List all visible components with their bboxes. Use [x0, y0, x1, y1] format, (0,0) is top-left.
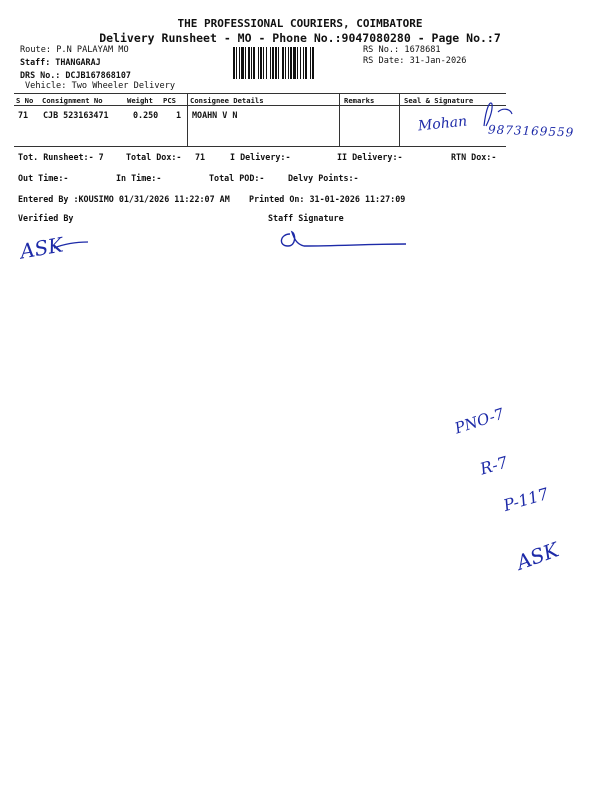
- total-dox-label: Total Dox:-: [126, 152, 182, 162]
- total-pod: Total POD:-: [209, 173, 265, 183]
- verified-by-label: Verified By: [18, 213, 74, 223]
- col-header-sno: S No: [16, 96, 34, 105]
- handwritten-note-r: R-7: [477, 452, 510, 479]
- row-weight: 0.250: [133, 110, 159, 120]
- tot-runsheet: Tot. Runsheet:- 7: [18, 152, 104, 162]
- handwritten-note-p: P-117: [501, 484, 551, 515]
- vehicle-label: Vehicle: Two Wheeler Delivery: [25, 81, 176, 91]
- col-header-consignment: Consignment No: [42, 96, 103, 105]
- handwritten-verified-initials: ASK: [18, 232, 65, 264]
- drs-number: DRS No.: DCJB167868107: [20, 70, 131, 80]
- col-header-consignee: Consignee Details: [190, 96, 264, 105]
- staff-signature-drawing: [276, 224, 410, 254]
- handwritten-note-initials: ASK: [513, 537, 562, 575]
- total-dox-value: 71: [195, 152, 206, 162]
- rtn-dox: RTN Dox:-: [451, 152, 497, 162]
- col-header-pcs: PCS: [163, 96, 176, 105]
- handwritten-note-pno: PNO-7: [452, 404, 507, 438]
- signature-flourish: [480, 98, 520, 128]
- col-header-remarks: Remarks: [344, 96, 375, 105]
- printed-on: Printed On: 31-01-2026 11:27:09: [249, 194, 406, 204]
- ii-delivery: II Delivery:-: [337, 152, 403, 162]
- verified-initials-tail: [52, 238, 92, 252]
- entered-by: Entered By :KOUSIMO 01/31/2026 11:22:07 AM: [18, 194, 230, 204]
- handwritten-receiver-name: Mohan: [417, 113, 468, 135]
- in-time: In Time:-: [116, 173, 162, 183]
- row-sno: 71: [18, 110, 29, 120]
- out-time: Out Time:-: [18, 173, 69, 183]
- barcode-image: [233, 47, 358, 79]
- i-delivery: I Delivery:-: [230, 152, 291, 162]
- delvy-points: Delvy Points:-: [288, 173, 359, 183]
- company-title: THE PROFESSIONAL COURIERS, COIMBATORE: [177, 17, 423, 30]
- route-label: Route: P.N PALAYAM MO: [20, 45, 129, 55]
- rs-number: RS No.: 1678681: [363, 45, 441, 55]
- row-pcs: 1: [176, 110, 182, 120]
- col-header-seal: Seal & Signature: [404, 96, 474, 105]
- row-consignment: CJB 523163471: [43, 110, 109, 120]
- runsheet-subtitle: Delivery Runsheet - MO - Phone No.:9047080280 - Page No.:7: [99, 31, 501, 45]
- col-header-weight: Weight: [127, 96, 153, 105]
- rs-date: RS Date: 31-Jan-2026: [363, 56, 467, 66]
- staff-signature-label: Staff Signature: [268, 213, 344, 223]
- staff-label: Staff: THANGARAJ: [20, 57, 101, 67]
- handwritten-receiver-phone: 9873169559: [487, 122, 575, 140]
- row-consignee: MOAHN V N: [192, 110, 238, 120]
